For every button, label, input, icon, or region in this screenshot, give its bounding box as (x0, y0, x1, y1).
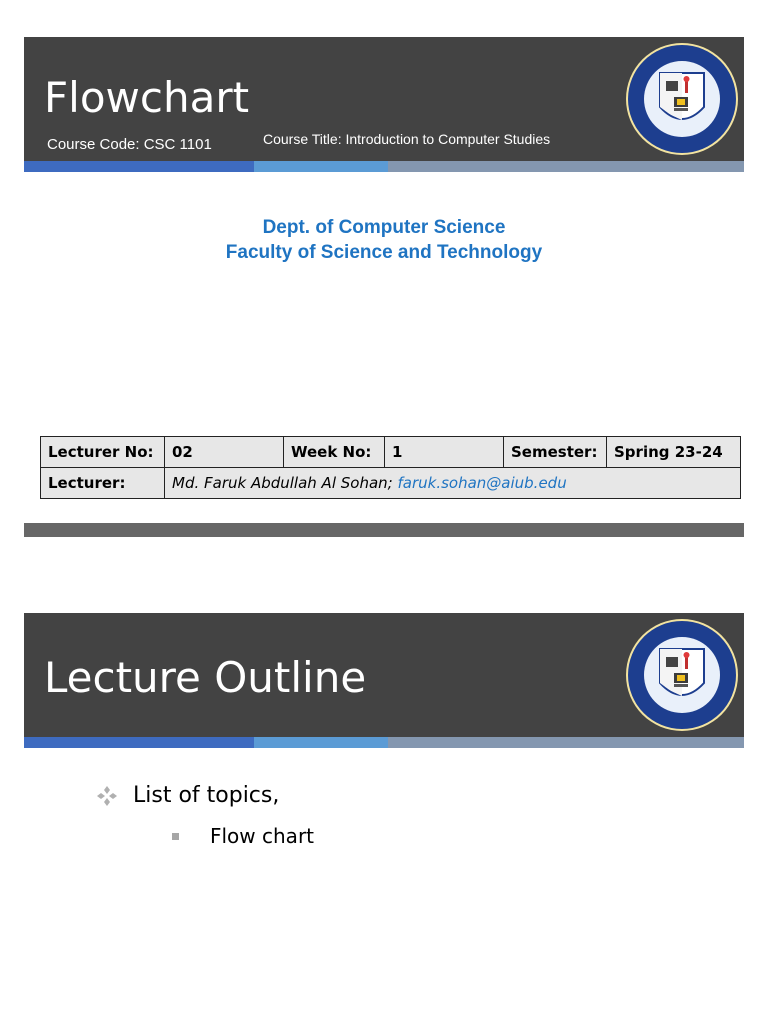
lecture-info-table (40, 436, 741, 499)
course-title: Course Title: Introduction to Computer Studies (263, 131, 551, 147)
topic-list-heading: List of topics, (133, 783, 280, 808)
slide2-accent-strip (24, 737, 744, 748)
slide-divider (24, 523, 744, 537)
university-logo-icon (624, 617, 740, 733)
semester-value: Spring 23-24 (607, 437, 741, 468)
lecturer-no-label: Lecturer No: (41, 437, 165, 468)
square-bullet-icon (172, 833, 179, 840)
list-item (172, 824, 314, 848)
lecturer-name: Md. Faruk Abdullah Al Sohan; (172, 474, 393, 492)
slide1-title: Flowchart (44, 73, 250, 122)
diamond-bullet-icon (96, 785, 118, 807)
table-row (41, 437, 741, 468)
slide1-accent-strip (24, 161, 744, 172)
course-code: Course Code: CSC 1101 (47, 136, 212, 153)
slide1-header (24, 37, 744, 161)
lecturer-no-value: 02 (165, 437, 284, 468)
week-no-value: 1 (385, 437, 504, 468)
topic-flow-chart: Flow chart (210, 824, 315, 848)
dept-line2: Faculty of Science and Technology (225, 242, 543, 263)
slide2-title: Lecture Outline (44, 653, 367, 702)
lecturer-label: Lecturer: (41, 468, 165, 499)
lecturer-value (165, 468, 741, 499)
table-row (41, 468, 741, 499)
semester-label: Semester: (504, 437, 607, 468)
slide2-header (24, 613, 744, 737)
week-no-label: Week No: (284, 437, 385, 468)
university-logo-icon (624, 41, 740, 157)
lecturer-email-link[interactable]: faruk.sohan@aiub.edu (397, 474, 567, 492)
list-item (96, 783, 279, 808)
dept-line1: Dept. of Computer Science (262, 217, 506, 238)
